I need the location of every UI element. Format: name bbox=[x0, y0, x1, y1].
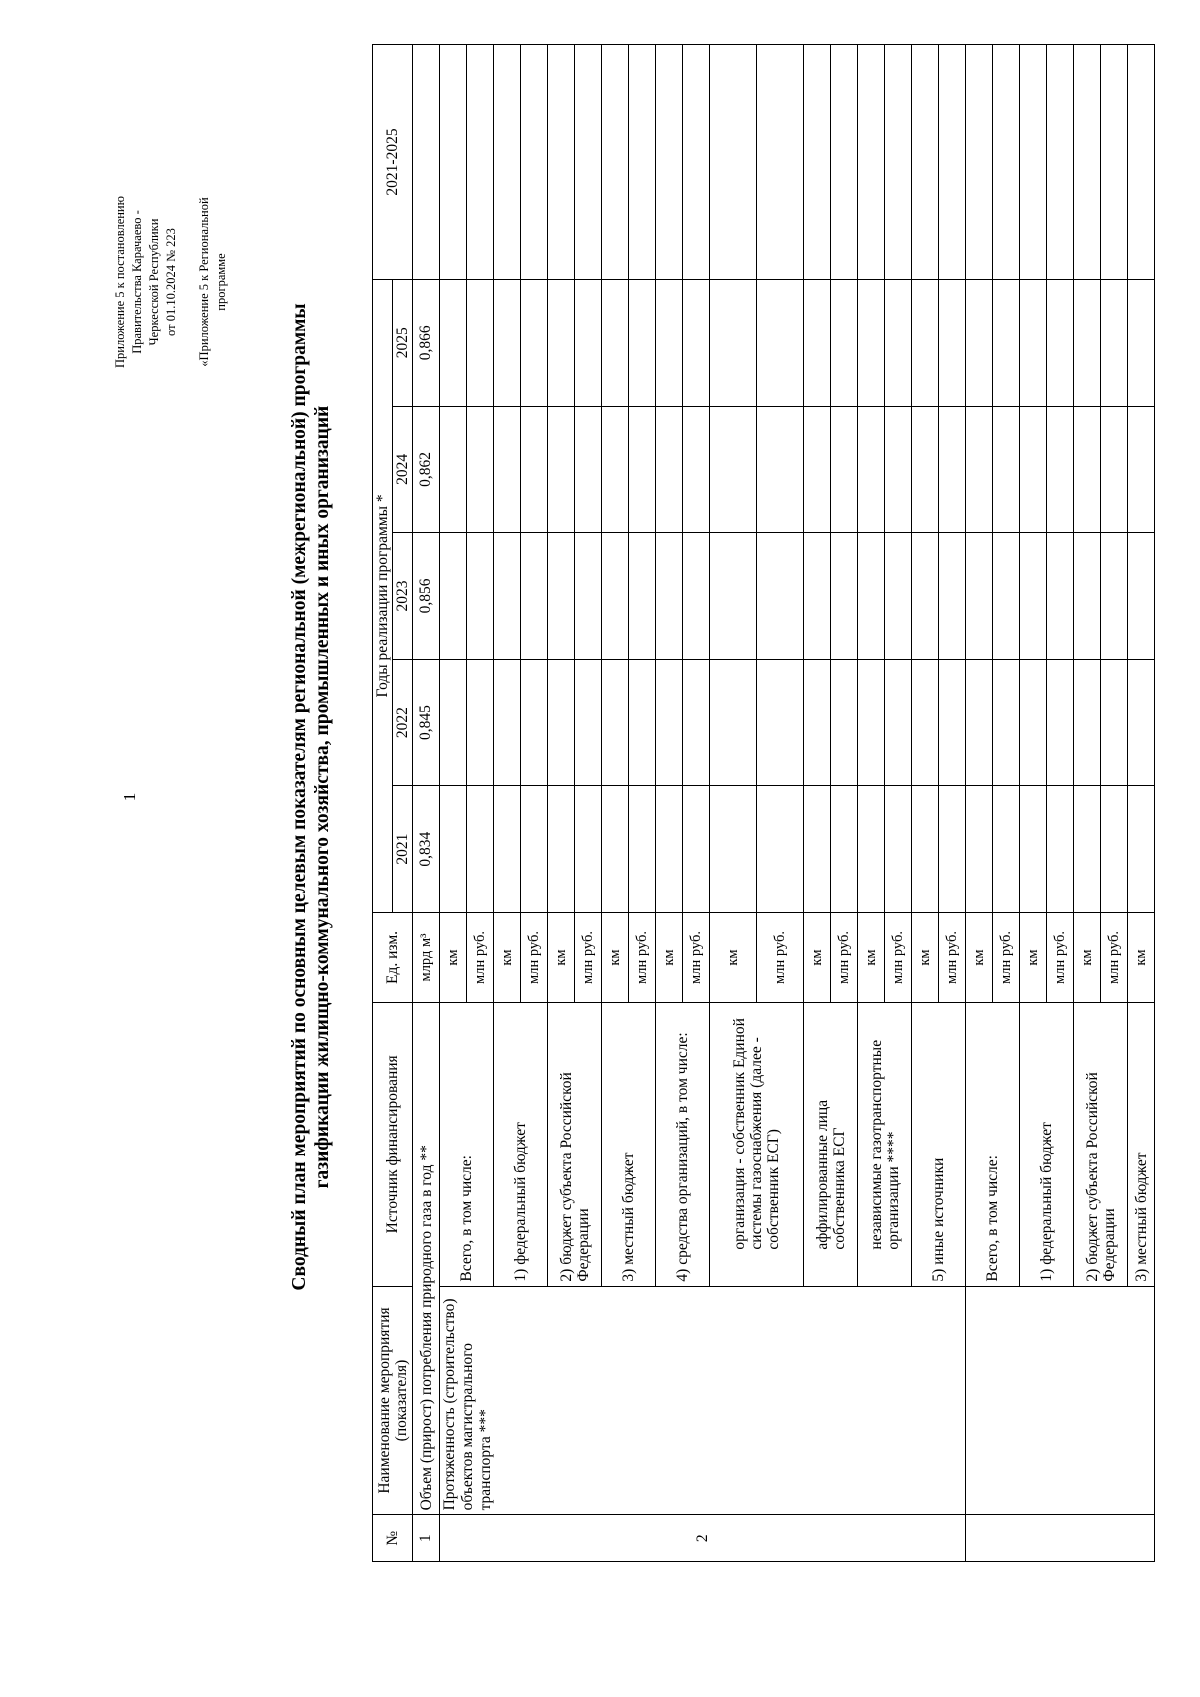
header-num: № bbox=[373, 1515, 413, 1562]
header-year: 2023 bbox=[393, 533, 413, 660]
document-title bbox=[288, 97, 334, 1497]
header-year: 2022 bbox=[393, 659, 413, 786]
value-cell: 0,845 bbox=[413, 659, 440, 786]
unit-cell: км bbox=[548, 912, 575, 1002]
header-name: Наименование мероприятия (показателя) bbox=[373, 1286, 413, 1515]
header-year: 2024 bbox=[393, 406, 413, 533]
unit-cell: млн руб. bbox=[467, 912, 494, 1002]
unit-cell: млн руб. bbox=[629, 912, 656, 1002]
header-unit: Ед. изм. bbox=[373, 912, 413, 1002]
unit-cell: км bbox=[602, 912, 629, 1002]
row-unit: млрд м³ bbox=[413, 912, 440, 1002]
row-name: Протяженность (строительство) объектов магистрального транспорта *** bbox=[440, 1286, 966, 1515]
value-cell: 0,866 bbox=[413, 279, 440, 406]
unit-cell: км bbox=[858, 912, 885, 1002]
source-label: организация - собственник Единой системы газоснабжения (далее - собственник ЕСГ) bbox=[710, 1003, 804, 1287]
header-total: 2021-2025 bbox=[373, 45, 413, 280]
unit-cell: млн руб. bbox=[575, 912, 602, 1002]
title-line-1: Сводный план мероприятий по основным целевым показателям региональной (межрегиональной) программы bbox=[289, 303, 310, 1291]
source-label: 4) средства организаций, в том числе: bbox=[656, 1003, 710, 1287]
unit-cell: млн руб. bbox=[1047, 912, 1074, 1002]
table-row bbox=[440, 45, 467, 1562]
source-label: 3) местный бюджет bbox=[602, 1003, 656, 1287]
unit-cell: км bbox=[1128, 912, 1155, 1002]
unit-cell: км bbox=[804, 912, 831, 1002]
source-label: независимые газотранспортные организации **** bbox=[858, 1003, 912, 1287]
source-label: Всего, в том числе: bbox=[966, 1003, 1020, 1287]
value-cell: 0,834 bbox=[413, 786, 440, 913]
unit-cell: км bbox=[710, 912, 757, 1002]
appendix-line: от 01.10.2024 № 223 bbox=[164, 228, 178, 336]
source-label: 3) местный бюджет bbox=[1128, 1003, 1155, 1287]
row-num bbox=[966, 1515, 1155, 1562]
unit-cell: км bbox=[440, 912, 467, 1002]
unit-cell: млн руб. bbox=[939, 912, 966, 1002]
unit-cell: км bbox=[912, 912, 939, 1002]
header-year: 2021 bbox=[393, 786, 413, 913]
table-row bbox=[966, 45, 993, 1562]
table-row bbox=[413, 45, 440, 1562]
header-source: Источник финансирования bbox=[373, 1003, 413, 1287]
source-label: 5) иные источники bbox=[912, 1003, 966, 1287]
unit-cell: млн руб. bbox=[521, 912, 548, 1002]
unit-cell: млн руб. bbox=[831, 912, 858, 1002]
value-cell bbox=[413, 45, 440, 280]
row-num: 2 bbox=[440, 1515, 966, 1562]
plan-table bbox=[372, 44, 1155, 1562]
source-label: 1) федеральный бюджет bbox=[494, 1003, 548, 1287]
appendix-note bbox=[112, 167, 230, 397]
header-years-group: Годы реализации программы * bbox=[373, 279, 393, 912]
title-line-2: газификации жилищно-коммунального хозяйства, промышленных и иных организаций bbox=[312, 405, 333, 1189]
unit-cell: км bbox=[1020, 912, 1047, 1002]
source-label: Всего, в том числе: bbox=[440, 1003, 494, 1287]
unit-cell: млн руб. bbox=[757, 912, 804, 1002]
row-name: Объем (прирост) потребления природного газа в год ** bbox=[413, 1003, 440, 1515]
appendix-line: «Приложение 5 к Региональной bbox=[197, 197, 211, 367]
value-cell: 0,856 bbox=[413, 533, 440, 660]
appendix-program-note bbox=[196, 167, 230, 397]
unit-cell: млн руб. bbox=[885, 912, 912, 1002]
source-label: 1) федеральный бюджет bbox=[1020, 1003, 1074, 1287]
source-label: 2) бюджет субъекта Российской Федерации bbox=[1074, 1003, 1128, 1287]
unit-cell: км bbox=[966, 912, 993, 1002]
value-cell: 0,862 bbox=[413, 406, 440, 533]
unit-cell: км bbox=[494, 912, 521, 1002]
row-num: 1 bbox=[413, 1515, 440, 1562]
unit-cell: млн руб. bbox=[993, 912, 1020, 1002]
appendix-line: программе bbox=[214, 253, 228, 311]
appendix-line: Черкесской Республики bbox=[147, 218, 161, 346]
row-name bbox=[966, 1286, 1155, 1515]
header-year: 2025 bbox=[393, 279, 413, 406]
unit-cell: км bbox=[1074, 912, 1101, 1002]
page-number: 1 bbox=[120, 792, 139, 802]
unit-cell: км bbox=[656, 912, 683, 1002]
source-label: аффилированные лица собственника ЕСГ bbox=[804, 1003, 858, 1287]
unit-cell: млн руб. bbox=[683, 912, 710, 1002]
appendix-line: Приложение 5 к постановлению bbox=[113, 196, 127, 368]
appendix-line: Правительства Карачаево - bbox=[130, 210, 144, 354]
source-label: 2) бюджет субъекта Российской Федерации bbox=[548, 1003, 602, 1287]
unit-cell: млн руб. bbox=[1101, 912, 1128, 1002]
